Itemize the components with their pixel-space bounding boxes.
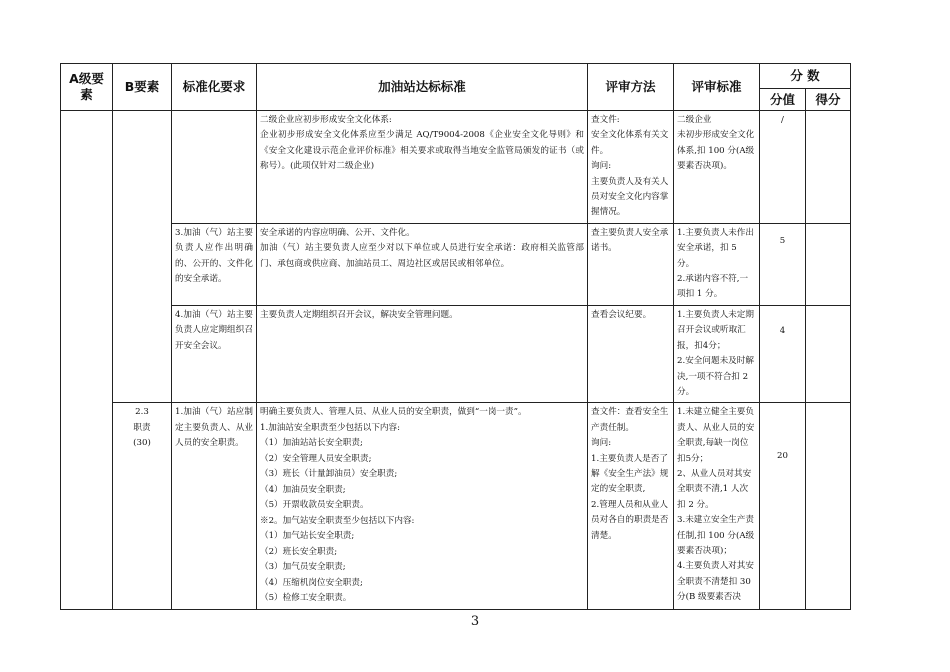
standard-line: 安全承诺的内容应明确、公开、文件化。 <box>260 227 415 238</box>
standard-line: ※2。加气站安全职责至少包括以下内容: <box>260 515 415 526</box>
standard-cell <box>257 403 588 610</box>
criteria-line: 2、从业人员对其安全职责不清,1 人次扣 2 分。 <box>677 468 752 510</box>
criteria-line: 1.主要负责人未作出安全承诺，扣 5 分。 <box>677 227 754 269</box>
criteria-cell <box>674 305 760 402</box>
method-line: 查主要负责人安全承诺书。 <box>591 227 669 254</box>
req-cell: 4.加油（气）站主要负责人应定期组织召开安全会议。 <box>172 305 257 402</box>
standard-line: （3）班长（计量卸油员）安全职责; <box>260 469 398 480</box>
score-got-header: 得分 <box>806 89 851 111</box>
criteria-cell <box>674 111 760 224</box>
method-line: 询问: <box>591 161 612 172</box>
standard-cell <box>257 305 588 402</box>
req-cell: 1.加油（气）站应制定主要负责人、从业人员的安全职责。 <box>172 403 257 610</box>
score-got-cell <box>806 403 851 610</box>
standard-line: 明确主要负责人、管理人员、从业人员的安全职责，做到“一岗一责”。 <box>260 407 527 418</box>
method-line: 2.管理人员和从业人员对各自的职责是否清楚。 <box>591 499 669 541</box>
standard-line: （4）压缩机岗位安全职责; <box>260 577 363 588</box>
score-value-cell: 5 <box>760 223 806 305</box>
standard-line: （1）加油站站长安全职责; <box>260 438 363 449</box>
standard-line: 二级企业应初步形成安全文化体系: <box>260 115 392 125</box>
criteria-line: 2.承诺内容不符,一项扣 1 分。 <box>677 274 749 300</box>
b-level-cell: 2.3 职责 (30) <box>113 403 172 610</box>
method-line: 安全文化体系有关文件。 <box>591 130 669 156</box>
standard-line: 企业初步形成安全文化体系应至少满足 AQ/T9004-2008《企业安全文化导则》和《安全文化建设示范企业评价标准》相关要求或取得当地安全监管局颁发的证书（或称号）。(此项仅针对二级企业) <box>260 130 584 172</box>
score-got-cell <box>806 223 851 305</box>
req-cell <box>172 111 257 224</box>
review-standard-header: 评审标准 <box>674 64 760 111</box>
score-header: 分 数 <box>760 64 851 89</box>
criteria-line: 二级企业 <box>677 115 712 125</box>
method-line: 查看会议纪要。 <box>591 309 652 320</box>
method-line: 询问: <box>591 438 612 449</box>
criteria-line: 3.未建立安全生产责任制,扣 100 分(A级要素否决项)； <box>677 515 755 556</box>
evaluation-table <box>60 63 851 610</box>
score-value-cell: 20 <box>760 403 806 610</box>
score-got-cell <box>806 305 851 402</box>
review-method-header: 评审方法 <box>588 64 674 111</box>
score-value-header: 分值 <box>760 89 806 111</box>
b-level-header: B要素 <box>113 64 172 111</box>
station-standard-header: 加油站达标标准 <box>257 64 588 111</box>
b-level-cell <box>113 111 172 403</box>
standard-line: 主要负责人定期组织召开会议，解决安全管理问题。 <box>260 309 458 320</box>
standard-line: 1.加油站安全职责至少包括以下内容: <box>260 422 401 433</box>
criteria-line: 4.主要负责人对其安全职责不清楚扣 30 分(B 级要素否决 <box>677 561 754 603</box>
score-value-cell: 4 <box>760 305 806 402</box>
criteria-cell <box>674 403 760 610</box>
standard-cell <box>257 223 588 305</box>
method-cell <box>588 305 674 402</box>
standard-cell <box>257 111 588 224</box>
standard-line: （1）加气站长安全职责; <box>260 531 355 542</box>
score-got-cell <box>806 111 851 224</box>
table-row <box>61 111 851 224</box>
a-level-cell <box>61 111 113 610</box>
standard-line: （5）检修工安全职责。 <box>260 593 352 604</box>
method-line: 查文件: <box>591 115 620 125</box>
method-line: 1.主要负责人是否了解《安全生产法》规定的安全职责, <box>591 453 669 495</box>
standard-req-header: 标准化要求 <box>172 64 257 111</box>
standard-line: （5）开票收款员安全职责。 <box>260 500 369 511</box>
criteria-line: 1.未建立健全主要负责人、从业人员的安全职责,每缺一岗位扣5分； <box>677 407 755 464</box>
method-line: 主要负责人及有关人员对安全文化内容掌握情况。 <box>591 176 669 218</box>
criteria-line: 1.主要负责人未定期召开会议或听取汇报，扣4分； <box>677 309 754 351</box>
standard-line: 加油（气）站主要负责人应至少对以下单位或人员进行安全承诺：政府相关监管部门、承包商或供应商、加油站员工、周边社区或居民或相邻单位。 <box>260 243 584 269</box>
standard-line: （2）班长安全职责; <box>260 546 338 557</box>
standard-line: （4）加油员安全职责; <box>260 484 346 495</box>
table-row <box>61 403 851 610</box>
method-cell <box>588 111 674 224</box>
page-number: 3 <box>470 614 480 629</box>
criteria-cell <box>674 223 760 305</box>
table-row <box>61 223 851 305</box>
method-cell <box>588 223 674 305</box>
req-cell: 3.加油（气）站主要负责人应作出明确的、公开的、文件化的安全承诺。 <box>172 223 257 305</box>
standard-line: （2）安全管理人员安全职责; <box>260 453 372 464</box>
score-value-cell: / <box>760 111 806 224</box>
a-level-header: A级要素 <box>61 64 113 111</box>
criteria-line: 未初步形成安全文化体系,扣 100 分(A级要素否决项)。 <box>677 130 755 172</box>
method-cell <box>588 403 674 610</box>
method-line: 查文件：查看安全生产责任制。 <box>591 407 669 433</box>
table-row <box>61 305 851 402</box>
standard-line: （3）加气员安全职责; <box>260 562 346 573</box>
criteria-line: 2.安全问题未及时解决,一项不符合扣 2 分。 <box>677 356 754 397</box>
